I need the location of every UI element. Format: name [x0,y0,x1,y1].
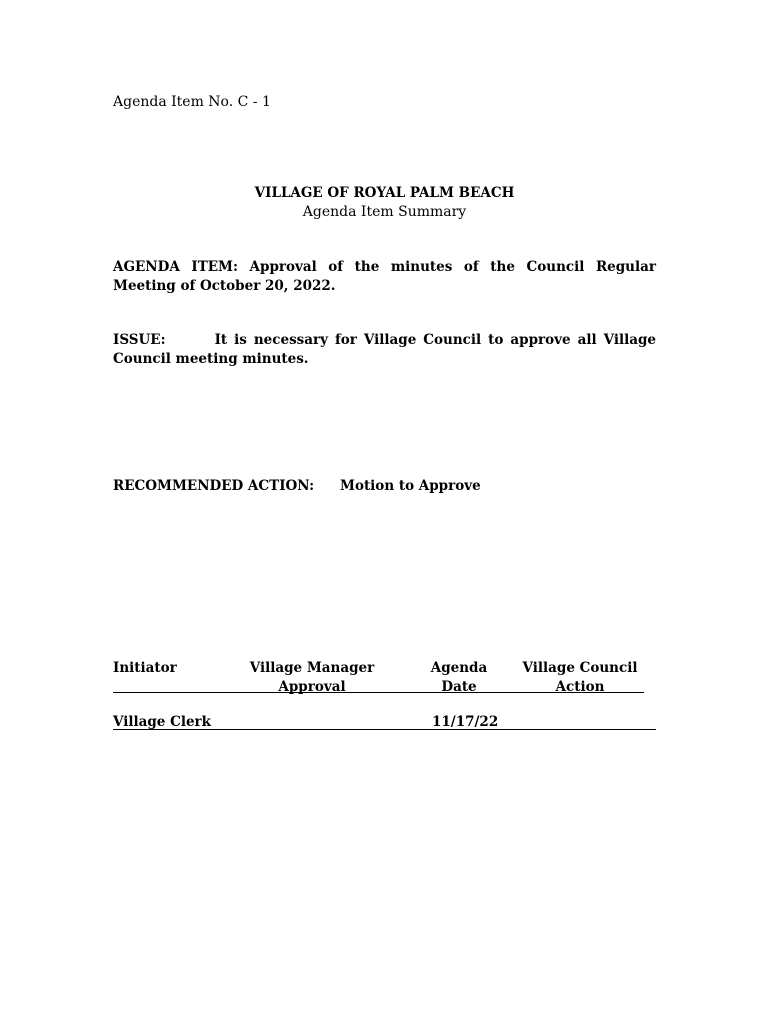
agenda-item-line-2: Meeting of October 20, 2022. [113,278,336,294]
agenda-item-number: Agenda Item No. C - 1 [113,94,271,110]
document-title: VILLAGE OF ROYAL PALM BEACH [254,185,515,201]
column-agenda-date-label-2: Date [441,679,477,695]
document-subtitle: Agenda Item Summary [302,204,467,220]
agenda-item-line-1: AGENDA ITEM: Approval of the minutes of the Council Regular [113,259,656,275]
agenda-date-value: 11/17/22 [432,714,499,730]
recommended-action-value: Motion to Approve [340,478,481,494]
initiator-value: Village Clerk [113,714,212,730]
column-village-manager-label-1: Village Manager [249,660,375,676]
agenda-item-section [113,258,656,296]
row-underline [113,729,656,730]
header-underline [113,692,644,693]
issue-line-2: Council meeting minutes. [113,351,309,367]
column-initiator-header [113,659,177,678]
column-village-council-label-2: Action [555,679,605,695]
column-initiator-label: Initiator [113,660,177,676]
column-village-council-label-1: Village Council [522,660,638,676]
issue-section [113,331,656,369]
column-village-manager-label-2: Approval [278,679,346,695]
issue-line-1: ISSUE: It is necessary for Village Council to approve all Village [113,332,656,348]
recommended-action-label: RECOMMENDED ACTION: [113,478,315,494]
column-agenda-date-label-1: Agenda [430,660,488,676]
